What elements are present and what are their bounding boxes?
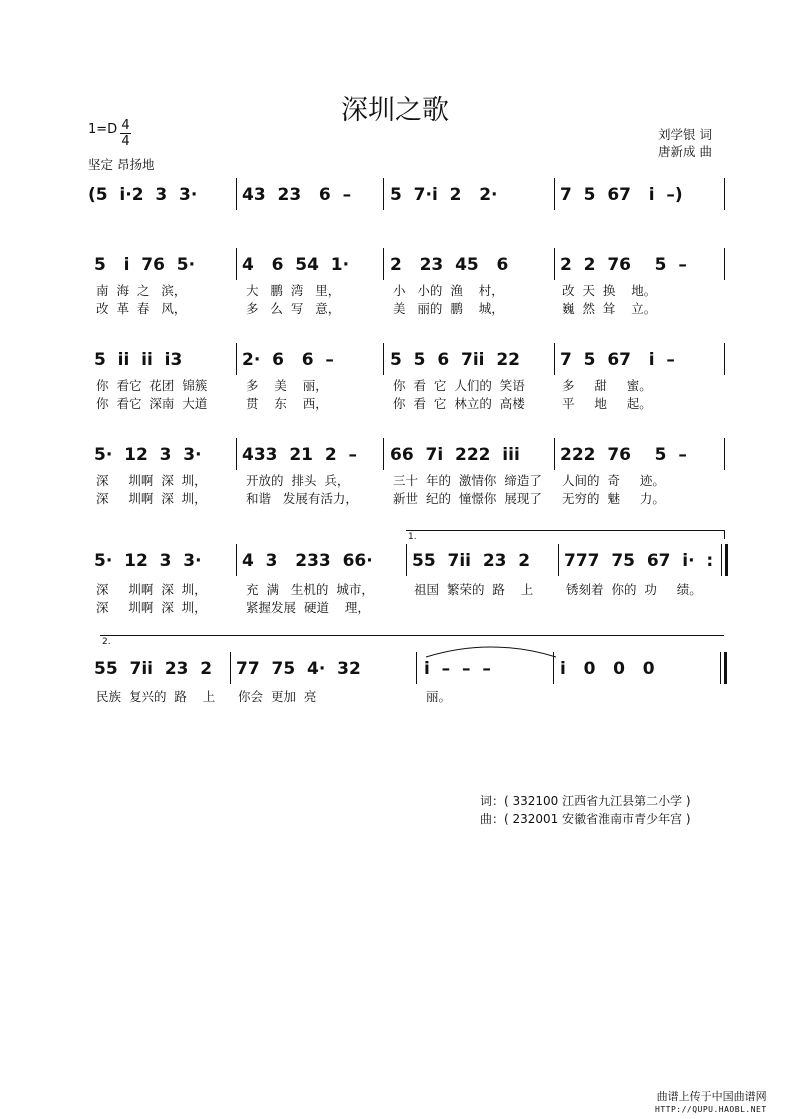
measure: 7 5 67 i –) bbox=[560, 185, 683, 205]
lyric: 你会 更加 亮 bbox=[238, 689, 317, 704]
measure: 7 5 67 i – bbox=[560, 350, 675, 370]
measure: 5 7·i 2 2· bbox=[390, 185, 498, 205]
measure: 5 i 76 5· bbox=[94, 255, 196, 275]
lyric: 多 么 写 意， bbox=[246, 301, 341, 316]
system-3 bbox=[88, 343, 728, 413]
lyric: 民族 复兴的 路 上 bbox=[96, 689, 216, 704]
measure: 2· 6 6 – bbox=[242, 350, 334, 370]
lyric: 贯 东 西， bbox=[246, 396, 328, 411]
lyric: 你 看 它 人们的 笑语 bbox=[393, 378, 525, 393]
lyric: 深 圳啊 深 圳， bbox=[96, 600, 207, 615]
watermark-url: HTTP://QUPU.HAOBL.NET bbox=[655, 1105, 767, 1114]
measure: (5 i·2 3 3· bbox=[88, 185, 198, 205]
measure: 77 75 4· 32 bbox=[236, 659, 361, 679]
measure: 4 3 233 66· bbox=[242, 551, 373, 571]
lyric: 深 圳啊 深 圳， bbox=[96, 491, 207, 506]
system-4 bbox=[88, 438, 728, 508]
measure: 2 23 45 6 bbox=[390, 255, 509, 275]
tempo-marking: 坚定 昂扬地 bbox=[88, 157, 155, 172]
lyric: 丽。 bbox=[426, 689, 452, 704]
lyricist-credit: 刘学银 词 bbox=[658, 127, 712, 142]
ending-label: 2. bbox=[102, 637, 111, 647]
system-6 bbox=[88, 635, 728, 705]
lyric: 美 丽的 鹏 城， bbox=[393, 301, 504, 316]
lyricist-address: 词：( 332100 江西省九江县第二小学 ) bbox=[480, 794, 691, 808]
watermark-site: 曲谱上传于中国曲谱网 bbox=[656, 1090, 767, 1103]
lyric: 祖国 繁荣的 路 上 bbox=[414, 582, 534, 597]
measure: 55 7ii 23 2 bbox=[412, 551, 531, 571]
composer-address: 曲：( 232001 安徽省淮南市青少年宫 ) bbox=[480, 812, 691, 826]
lyric: 锈刻着 你的 功 绩。 bbox=[566, 582, 702, 597]
measure: 66 7i 222 iii bbox=[390, 445, 520, 465]
measure: 43 23 6 – bbox=[242, 185, 352, 205]
measure: 2 2 76 5 – bbox=[560, 255, 687, 275]
measure: 55 7ii 23 2 bbox=[94, 659, 213, 679]
measure: 777 75 67 i· : bbox=[564, 551, 714, 571]
lyric: 平 地 起。 bbox=[562, 396, 652, 411]
tie-arc bbox=[426, 643, 556, 659]
lyric: 小 小的 渔 村， bbox=[393, 283, 504, 298]
lyric: 充 满 生机的 城市， bbox=[246, 582, 374, 597]
watermark bbox=[655, 1090, 767, 1116]
credits bbox=[658, 126, 712, 160]
system-1 bbox=[88, 178, 728, 210]
lyric: 三十 年的 激情你 缔造了 bbox=[393, 473, 542, 488]
lyric: 改 天 换 地。 bbox=[562, 283, 657, 298]
lyric: 人间的 奇 迹。 bbox=[562, 473, 665, 488]
time-signature bbox=[120, 118, 131, 149]
footer-info bbox=[480, 792, 691, 828]
measure: 4 6 54 1· bbox=[242, 255, 350, 275]
lyric: 你 看它 花团 锦簇 bbox=[96, 378, 208, 393]
lyric: 多 甜 蜜。 bbox=[562, 378, 652, 393]
lyric: 无穷的 魅 力。 bbox=[562, 491, 665, 506]
lyric: 开放的 排头 兵， bbox=[246, 473, 350, 488]
time-signature-bottom: 4 bbox=[121, 134, 130, 149]
measure: 222 76 5 – bbox=[560, 445, 687, 465]
measure: 5 5 6 7ii 22 bbox=[390, 350, 520, 370]
measure: 433 21 2 – bbox=[242, 445, 357, 465]
measure: 5· 12 3 3· bbox=[94, 445, 202, 465]
lyric: 紧握发展 硬道 理， bbox=[246, 600, 370, 615]
song-title: 深圳之歌 bbox=[341, 95, 449, 126]
lyric: 你 看 它 林立的 高楼 bbox=[393, 396, 525, 411]
system-2 bbox=[88, 248, 728, 318]
key-signature: 1=D bbox=[88, 122, 118, 137]
composer-credit: 唐新成 曲 bbox=[658, 144, 712, 159]
lyric: 多 美 丽， bbox=[246, 378, 328, 393]
time-signature-top: 4 bbox=[121, 118, 130, 133]
first-ending-bracket bbox=[406, 530, 725, 542]
lyric: 大 鹏 湾 里， bbox=[246, 283, 341, 298]
lyric: 深 圳啊 深 圳， bbox=[96, 473, 207, 488]
measure: i 0 0 0 bbox=[560, 659, 655, 679]
lyric: 巍 然 耸 立。 bbox=[562, 301, 657, 316]
second-ending-bracket bbox=[100, 635, 724, 647]
lyric: 你 看它 深南 大道 bbox=[96, 396, 208, 411]
ending-label: 1. bbox=[408, 532, 417, 542]
lyric-line-1: 南 海 之 滨， bbox=[96, 283, 187, 298]
lyric: 新世 纪的 憧憬你 展现了 bbox=[393, 491, 542, 506]
lyric-line-2: 改 革 春 风， bbox=[96, 301, 187, 316]
measure: i – – – bbox=[424, 659, 491, 679]
measure: 5 ii ii i3 bbox=[94, 350, 183, 370]
lyric: 和谐 发展有活力， bbox=[246, 491, 358, 506]
system-5 bbox=[88, 530, 728, 615]
measure: 5· 12 3 3· bbox=[94, 551, 202, 571]
lyric: 深 圳啊 深 圳， bbox=[96, 582, 207, 597]
